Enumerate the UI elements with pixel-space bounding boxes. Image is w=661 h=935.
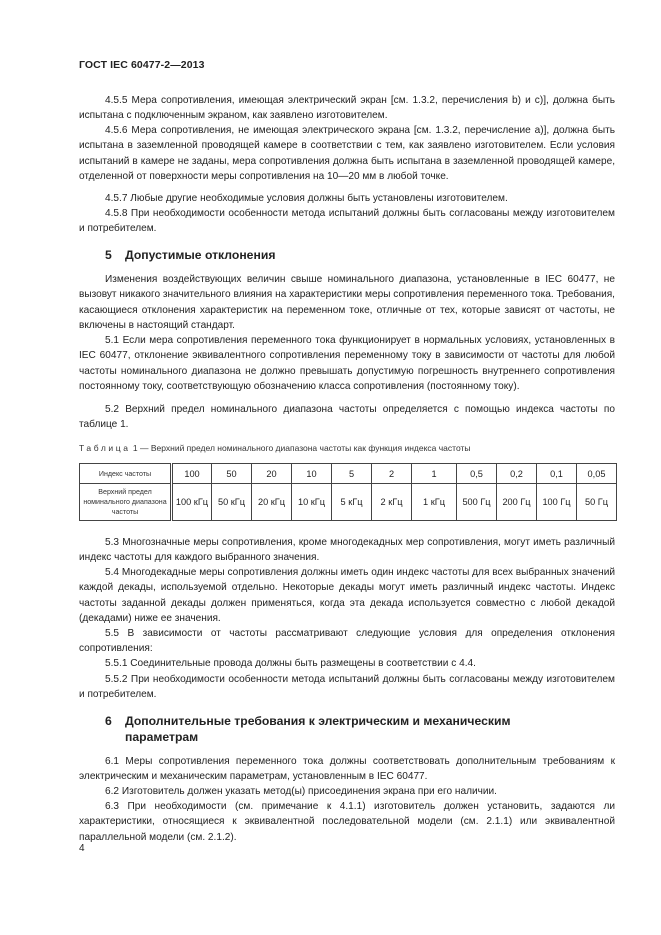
paragraph-6-3: 6.3 При необходимости (см. примечание к 4.1.1) изготовитель должен установить, задаются ли характеристики, относящиеся к эквивалентной последовательной модели (см. 2.1.1) или эквивалентной параллельной модели (см. 2.1.2). (79, 801, 615, 843)
paragraph-5-1: 5.1 Если мера сопротивления переменного тока функционирует в нормальных условиях, установленных в IEC 60477, отклонение эквивалентного сопротивления переменному току в зависимости от частоты для любой частоты номинального диапазона не должно превышать допустимую погрешность внутреннего сопротивления постоянному току, соответствующую обозначению класса сопротивления (постоянному току). (79, 335, 615, 392)
section-5-heading (105, 248, 605, 264)
table-caption (79, 443, 471, 453)
paragraph-5-5-2: 5.5.2 При необходимости особенности метода испытаний должны быть согласованы между изготовителем и потребителем. (79, 674, 615, 701)
section-5-title: Допустимые отклонения (125, 248, 276, 262)
table-cell: 100 Гц (537, 484, 577, 521)
row-header-frequency-index: Индекс частоты (80, 464, 172, 484)
table-cell: 10 кГц (292, 484, 332, 521)
table-cell: 50 Гц (577, 484, 617, 521)
paragraph-4-5-6: 4.5.6 Мера сопротивления, не имеющая электрического экрана [см. 1.3.2, перечисление а)], должна быть испытана в заземленной проводящей камере в соответствии с тем, как заявлено изготовителем. Если условия испытаний в камере не заданы, мера сопротивления должна быть испытана в заземленной проводящей камере, отделенной от поверхности меры сопротивления на 10—20 мм в любой точке. (79, 125, 615, 182)
row-header-upper-limit: Верхний предел номинального диапазона частоты (80, 484, 172, 521)
table-row (80, 484, 617, 521)
paragraph-5-3: 5.3 Многозначные меры сопротивления, кроме многодекадных мер сопротивления, могут иметь различный индекс частоты для каждого выбранного значения. (79, 537, 615, 564)
table-cell: 200 Гц (497, 484, 537, 521)
paragraph-5-4: 5.4 Многодекадные меры сопротивления должны иметь один индекс частоты для всех выбранных значений каждой декады, используемой отдельно. Некоторые декады могут иметь различный индекс частоты. Индекс частоты заданной декады должен применяться, когда эта декада используется совместно с любой декадой (декадами) ниже ее значения. (79, 567, 615, 624)
page-number: 4 (79, 843, 85, 854)
section-6-title-line2: параметрам (125, 729, 199, 744)
table-cell: 0,1 (537, 464, 577, 484)
table-cell: 50 (212, 464, 252, 484)
table-cell: 0,05 (577, 464, 617, 484)
table-caption-text: 1 — Верхний предел номинального диапазона частоты как функция индекса частоты (132, 443, 471, 453)
table-cell: 50 кГц (212, 484, 252, 521)
table-cell: 5 кГц (332, 484, 372, 521)
table-cell: 10 (292, 464, 332, 484)
frequency-index-table (79, 463, 617, 521)
paragraph-4-5-5: 4.5.5 Мера сопротивления, имеющая электрический экран [см. 1.3.2, перечисления b) и c)], должна быть испытана с подключенным экраном, как заявлено изготовителем. (79, 95, 615, 122)
paragraph-6-1: 6.1 Меры сопротивления переменного тока должны соответствовать дополнительным требованиям к электрическим и механическим параметрам, установленным в IEC 60477. (79, 756, 615, 783)
paragraph-5-intro: Изменения воздействующих величин свыше номинального диапазона, установленные в IEC 60477, не вызовут никакого значительного влияния на характеристики меры сопротивления переменного тока. Требования, касающиеся отклонения характеристик на переменном токе, отличные от тех, которые зависят от частоты, не включены в настоящий стандарт. (79, 274, 615, 331)
paragraph-5-5-1: 5.5.1 Соединительные провода должны быть размещены в соответствии с 4.4. (105, 658, 476, 669)
table-cell: 20 кГц (252, 484, 292, 521)
table-cell: 1 кГц (412, 484, 457, 521)
table-cell: 5 (332, 464, 372, 484)
paragraph-5-2: 5.2 Верхний предел номинального диапазона частоты определяется с помощью индекса частоты по таблице 1. (79, 404, 615, 431)
table-row (80, 464, 617, 484)
table-cell: 20 (252, 464, 292, 484)
table-cell: 2 кГц (372, 484, 412, 521)
table-cell: 1 (412, 464, 457, 484)
table-cell: 100 (172, 464, 212, 484)
table-caption-label: Таблица (79, 443, 131, 453)
paragraph-4-5-7: 4.5.7 Любые другие необходимые условия должны быть установлены изготовителем. (105, 193, 508, 204)
table-cell: 100 кГц (172, 484, 212, 521)
paragraph-4-5-8: 4.5.8 При необходимости особенности метода испытаний должны быть согласованы между изготовителем и потребителем. (79, 208, 615, 235)
section-6-title-line1: Дополнительные требования к электрическим и механическим (125, 714, 511, 728)
paragraph-6-2: 6.2 Изготовитель должен указать метод(ы) присоединения экрана при его наличии. (105, 786, 497, 797)
section-6-heading (105, 714, 605, 745)
document-header: ГОСТ IEC 60477-2—2013 (79, 59, 205, 71)
table-cell: 2 (372, 464, 412, 484)
table-cell: 500 Гц (457, 484, 497, 521)
section-5-number: 5 (105, 248, 112, 262)
paragraph-5-5: 5.5 В зависимости от частоты рассматривают следующие условия для определения отклонения сопротивления: (79, 628, 615, 655)
section-6-number: 6 (105, 714, 112, 728)
table-cell: 0,2 (497, 464, 537, 484)
table-cell: 0,5 (457, 464, 497, 484)
